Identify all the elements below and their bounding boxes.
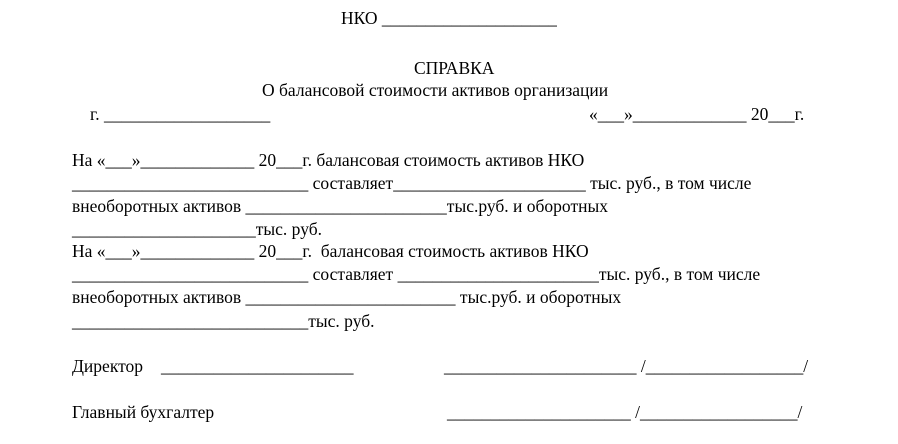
- block2-line4: ___________________________тыс. руб.: [72, 311, 375, 331]
- block1-line3: внеоборотных активов _______________________тыс.руб. и оборотных: [72, 196, 608, 216]
- director-signature-field: ______________________ /__________________/: [444, 356, 809, 376]
- document-title: СПРАВКА: [414, 58, 495, 78]
- block1-line1: На «___»_____________ 20___г. балансовая стоимость активов НКО: [72, 150, 585, 170]
- org-header: НКО ____________________: [341, 8, 557, 28]
- date-field: «___»_____________ 20___г.: [589, 104, 805, 124]
- accountant-signature-field: _____________________ /__________________/: [447, 402, 803, 422]
- document-subtitle: О балансовой стоимости активов организации: [262, 80, 609, 100]
- block1-line4: _____________________тыс. руб.: [72, 219, 322, 239]
- block2-line1: На «___»_____________ 20___г. балансовая стоимость активов НКО: [72, 241, 589, 261]
- director-name-field: ______________________: [161, 356, 354, 376]
- block2-line3: внеоборотных активов ________________________ тыс.руб. и оборотных: [72, 287, 622, 307]
- block2-line2: ___________________________ составляет _______________________тыс. руб., в том числе: [72, 264, 761, 284]
- director-label: Директор: [72, 356, 144, 376]
- city-field: г. ___________________: [90, 104, 271, 124]
- accountant-label: Главный бухгалтер: [72, 402, 215, 422]
- block1-line2: ___________________________ составляет______________________ тыс. руб., в том числе: [72, 173, 752, 193]
